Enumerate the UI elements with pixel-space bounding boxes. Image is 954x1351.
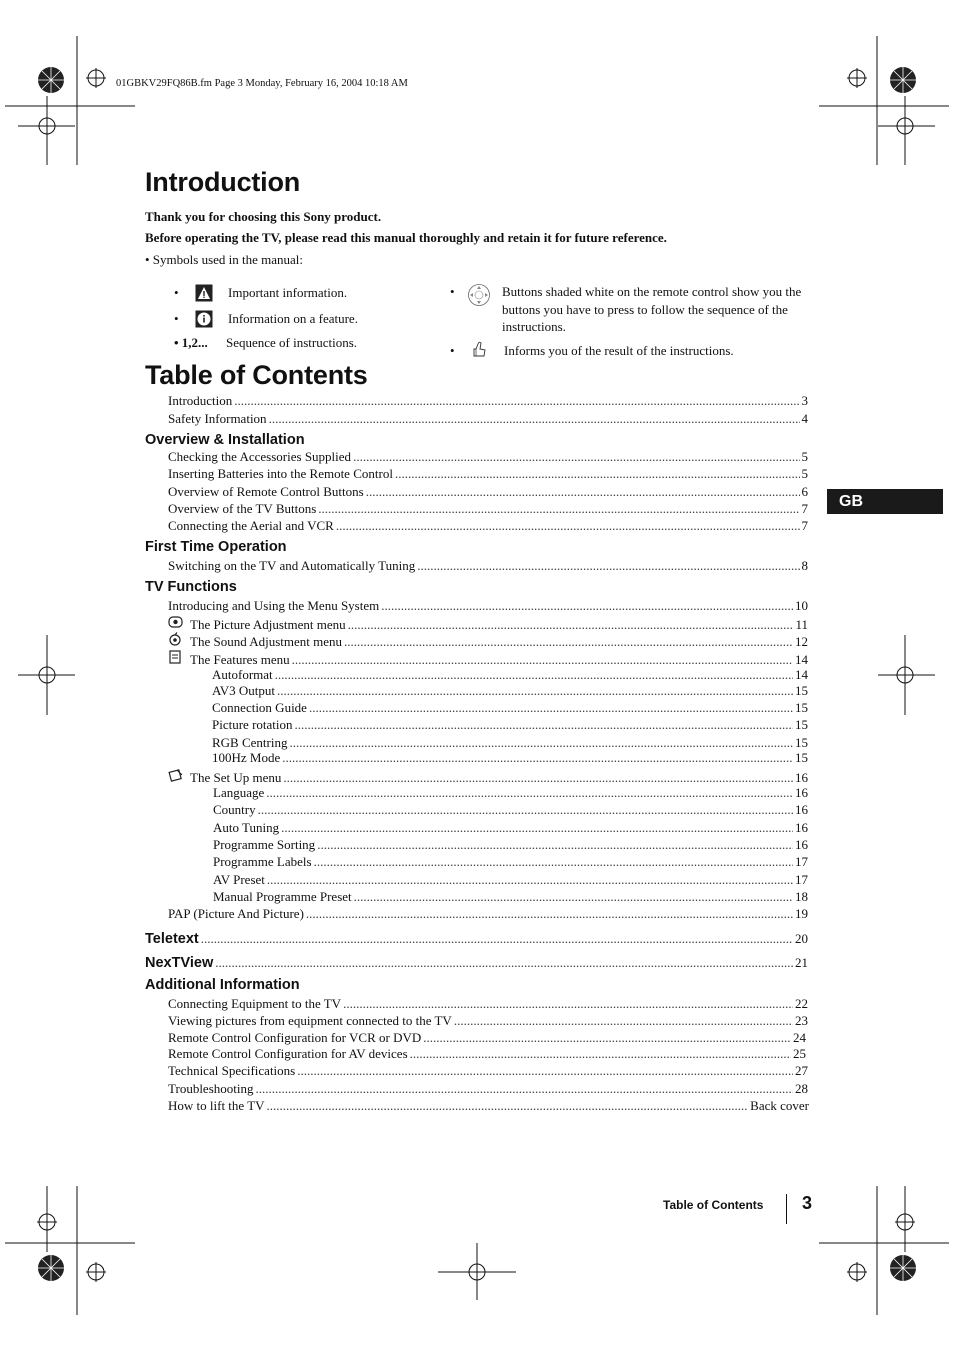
before-text: Before operating the TV, please read this manual thoroughly and retain it for future reference. [145, 230, 667, 245]
symbol-bullet: • [450, 284, 455, 299]
remote-buttons-text: Buttons shaded white on the remote control show you the buttons you have to press to follow the sequence of the instructions. [502, 284, 802, 334]
toc-entry[interactable]: Programme Sorting ..... 16 [213, 837, 808, 853]
remote-buttons-icon [467, 283, 491, 312]
section-heading-first-time: First Time Operation [145, 539, 287, 555]
toc-entry[interactable]: Connecting the Aerial and VCR ..... 7 [168, 518, 808, 534]
toc-entry-teletext[interactable]: Teletext ..... 20 [145, 931, 808, 947]
picture-menu-icon [168, 615, 186, 629]
toc-entry[interactable]: 100Hz Mode ..... 15 [212, 750, 808, 766]
page-title: Introduction [145, 167, 301, 197]
toc-title: Table of Contents [145, 360, 368, 390]
toc-entry[interactable]: The Features menu ..... 14 [168, 650, 808, 668]
toc-entry[interactable]: AV Preset ..... 17 [213, 872, 808, 888]
hand-ok-icon [469, 339, 489, 364]
section-heading-overview: Overview & Installation [145, 432, 305, 448]
toc-entry[interactable]: Remote Control Configuration for AV devices ..... 25 [168, 1046, 806, 1062]
footer-divider [786, 1194, 787, 1224]
footer-label: Table of Contents [663, 1198, 764, 1212]
toc-entry[interactable]: Picture rotation ..... 15 [212, 717, 808, 733]
toc-entry-safety[interactable]: Safety Information ..... 4 [168, 411, 808, 427]
toc-entry[interactable]: The Sound Adjustment menu ..... 12 [168, 632, 808, 650]
toc-entry[interactable]: Autoformat ..... 14 [212, 667, 808, 683]
toc-entry[interactable]: Auto Tuning ..... 16 [213, 820, 808, 836]
symbols-intro: • Symbols used in the manual: [145, 252, 304, 267]
toc-entry[interactable]: Remote Control Configuration for VCR or DVD ..... 24 [168, 1030, 806, 1046]
toc-entry[interactable]: Overview of Remote Control Buttons ..... 6 [168, 484, 808, 500]
language-tab: GB [827, 489, 943, 514]
toc-entry[interactable]: Checking the Accessories Supplied ..... 5 [168, 449, 808, 465]
section-heading-tv-functions: TV Functions [145, 579, 237, 595]
sound-menu-icon [168, 632, 186, 646]
toc-entry[interactable]: Switching on the TV and Automatically Tuning ..... 8 [168, 558, 808, 574]
toc-entry[interactable]: Language ..... 16 [213, 785, 808, 801]
toc-entry[interactable]: Overview of the TV Buttons ..... 7 [168, 501, 808, 517]
toc-entry[interactable]: Connection Guide ..... 15 [212, 700, 808, 716]
symbol-row: • Important information. [174, 283, 347, 303]
toc-entry[interactable]: Programme Labels ..... 17 [213, 854, 808, 870]
symbol-bullet: • [450, 343, 455, 358]
result-text: Informs you of the result of the instructions. [504, 343, 734, 358]
symbol-row: • Information on a feature. [174, 309, 358, 329]
info-icon [194, 309, 214, 329]
toc-entry[interactable]: Troubleshooting ..... 28 [168, 1081, 808, 1097]
features-menu-icon [168, 650, 186, 664]
toc-entry[interactable]: Country ..... 16 [213, 802, 808, 818]
thanks-text: Thank you for choosing this Sony product. [145, 209, 382, 224]
toc-entry[interactable]: AV3 Output ..... 15 [212, 683, 808, 699]
toc-entry[interactable]: Viewing pictures from equipment connected to the TV ..... 23 [168, 1013, 808, 1029]
page-number: 3 [802, 1193, 813, 1213]
toc-entry[interactable]: The Picture Adjustment menu ..... 11 [168, 615, 808, 633]
toc-entry[interactable]: How to lift the TV ..... Back cover [168, 1098, 809, 1114]
toc-entry[interactable]: The Set Up menu ..... 16 [168, 768, 808, 786]
toc-entry[interactable]: PAP (Picture And Picture) ..... 19 [168, 906, 808, 922]
toc-entry[interactable]: Manual Programme Preset ..... 18 [213, 889, 808, 905]
toc-entry[interactable]: Introducing and Using the Menu System ..... 10 [168, 598, 808, 614]
symbol-row: • 1,2... Sequence of instructions. [174, 335, 358, 350]
toc-entry[interactable]: RGB Centring ..... 15 [212, 735, 808, 751]
toc-entry-introduction[interactable]: Introduction ..... 3 [168, 393, 808, 409]
toc-entry[interactable]: Inserting Batteries into the Remote Control ..... 5 [168, 466, 808, 482]
toc-entry[interactable]: Connecting Equipment to the TV ..... 22 [168, 996, 808, 1012]
toc-entry-nextview[interactable]: NexTView ..... 21 [145, 955, 808, 971]
file-header: 01GBKV29FQ86B.fm Page 3 Monday, February 16, 2004 10:18 AM [116, 78, 408, 89]
section-heading-additional: Additional Information [145, 977, 300, 993]
toc-entry[interactable]: Technical Specifications ..... 27 [168, 1063, 808, 1079]
warning-icon [194, 283, 214, 303]
setup-menu-icon [168, 768, 186, 782]
